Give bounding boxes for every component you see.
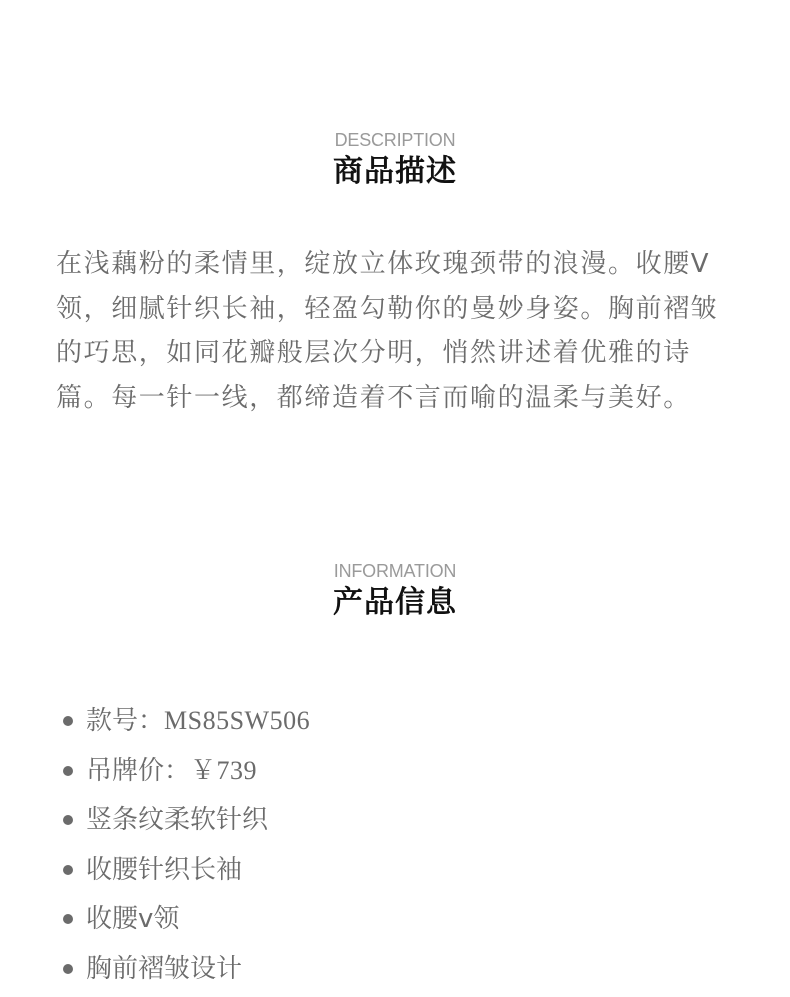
bullet-icon — [63, 716, 73, 726]
info-item-fabric — [60, 799, 310, 849]
bullet-icon — [63, 865, 73, 875]
information-en-title: INFORMATION — [0, 561, 790, 581]
bullet-icon — [63, 815, 73, 825]
description-zh-title: 商品描述 — [0, 154, 790, 190]
info-item-style-number — [60, 700, 310, 750]
info-label: 收腰v领 — [86, 904, 179, 934]
info-value: ￥739 — [190, 756, 257, 785]
info-label: 收腰针织长袖 — [86, 855, 242, 885]
info-label: 胸前褶皱设计 — [86, 954, 242, 984]
description-text: 在浅藕粉的柔情里，绽放立体玫瑰颈带的浪漫。收腰V领，细腻针织长袖，轻盈勾勒你的曼妙身姿。胸前褶皱的巧思，如同花瓣般层次分明，悄然讲述着优雅的诗篇。每一针一线，都缔造着不言而喻的温柔与美好。 — [56, 242, 736, 420]
bullet-icon — [63, 964, 73, 974]
info-item-neckline — [60, 898, 310, 948]
info-item-pleats — [60, 948, 310, 997]
description-header — [0, 130, 790, 190]
info-list — [60, 700, 310, 997]
information-zh-title: 产品信息 — [0, 585, 790, 621]
description-en-title: DESCRIPTION — [0, 130, 790, 150]
info-label: 吊牌价： — [86, 756, 190, 786]
info-label: 竖条纹柔软针织 — [86, 805, 268, 835]
info-item-sleeves — [60, 849, 310, 899]
info-value: MS85SW506 — [164, 706, 310, 735]
info-item-tag-price — [60, 750, 310, 800]
bullet-icon — [63, 914, 73, 924]
info-label: 款号： — [86, 706, 164, 736]
information-header — [0, 561, 790, 621]
bullet-icon — [63, 766, 73, 776]
